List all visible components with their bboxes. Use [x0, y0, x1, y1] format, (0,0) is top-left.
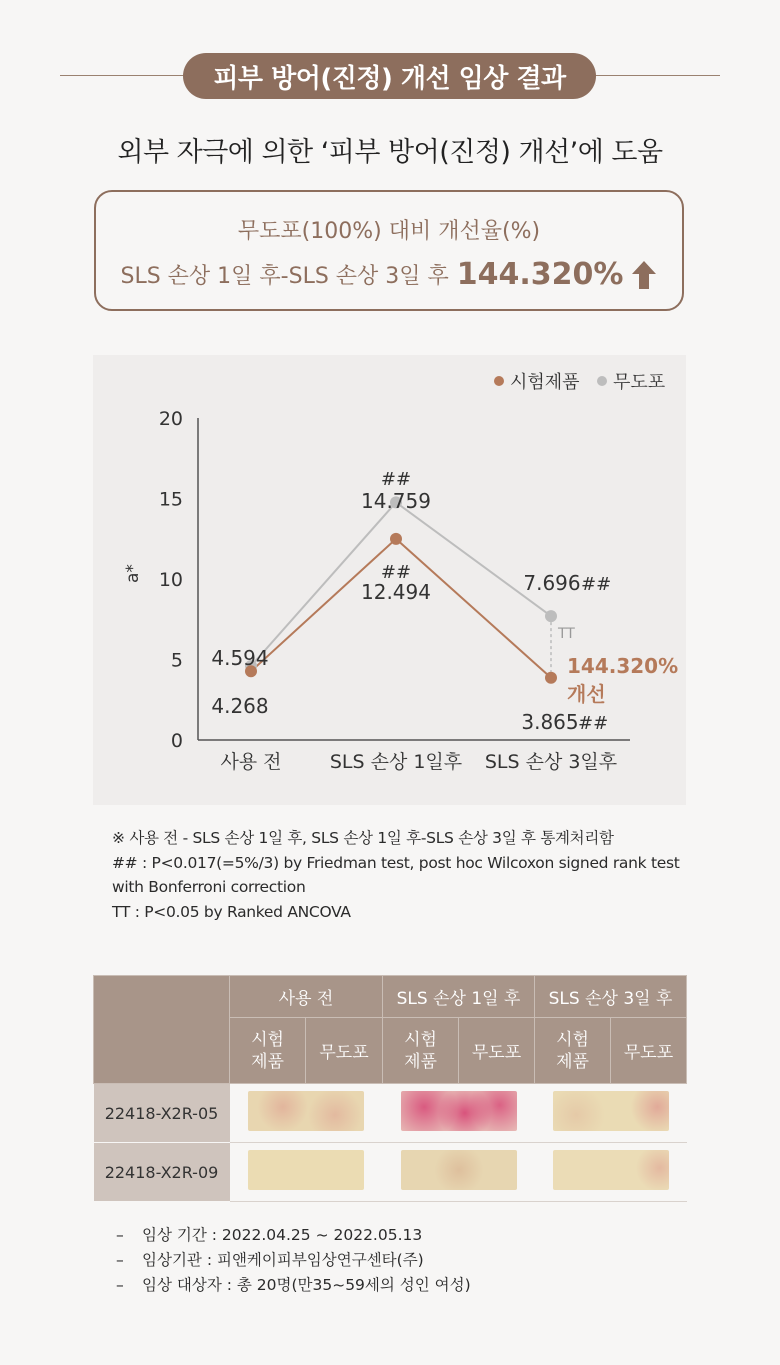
group-header: SLS 손상 1일 후	[383, 976, 535, 1018]
sub-header-ctrl: 무도포	[611, 1018, 687, 1084]
mark-ctrl-1: ##	[380, 469, 412, 490]
sub-header-ctrl: 무도포	[459, 1018, 535, 1084]
note-line: with Bonferroni correction	[112, 878, 306, 896]
study-info-item: – 임상기관 : 피앤케이피부임상연구센타(주)	[112, 1248, 471, 1273]
mark-test-2: ##	[578, 713, 609, 734]
group-header: SLS 손상 3일 후	[535, 976, 687, 1018]
study-info	[112, 1223, 471, 1298]
label-ctrl-2: 7.696	[523, 571, 581, 595]
data-point-test	[545, 672, 557, 684]
label-ctrl-0: 4.594	[211, 646, 269, 670]
skin-patch-image	[248, 1091, 364, 1131]
skin-patch-image	[401, 1091, 517, 1131]
label-test-1: 12.494	[361, 580, 431, 604]
x-tick-label: 사용 전	[220, 751, 282, 773]
legend-label-ctrl: 무도포	[613, 372, 666, 393]
note-line: ## : P<0.017(=5%/3) by Friedman test, post hoc Wilcoxon signed rank test	[112, 853, 680, 872]
improve-value: 144.320%	[567, 654, 679, 678]
table-row	[94, 1143, 687, 1202]
mark-test-1: ##	[380, 562, 412, 583]
up-arrow-icon	[631, 260, 657, 290]
summary-line2: SLS 손상 1일 후-SLS 손상 3일 후	[120, 264, 449, 289]
study-info-item: – 임상 기간 : 2022.04.25 ~ 2022.05.13	[112, 1223, 471, 1248]
label-test-0: 4.268	[211, 694, 269, 718]
sub-header-test: 시험 제품	[230, 1018, 306, 1084]
skin-patch-image	[248, 1150, 364, 1190]
sub-header-ctrl: 무도포	[306, 1018, 383, 1084]
label-ctrl-1: 14.759	[361, 489, 431, 513]
y-tick-label: 10	[158, 569, 183, 591]
table-corner	[94, 976, 230, 1084]
y-tick-label: 5	[170, 649, 183, 672]
summary-box	[94, 190, 684, 311]
skin-patch-image	[553, 1150, 669, 1190]
label-test-2: 3.865	[521, 710, 579, 734]
skin-image-cell	[383, 1143, 535, 1202]
y-tick-label: 15	[158, 488, 183, 511]
skin-patch-image	[553, 1091, 669, 1131]
legend	[494, 372, 665, 393]
subtitle: 외부 자극에 의한 ‘피부 방어(진정) 개선’에 도움	[117, 137, 663, 168]
skin-image-cell	[535, 1084, 687, 1143]
y-tick-label: 0	[170, 730, 183, 752]
note-line: TT : P<0.05 by Ranked ANCOVA	[112, 902, 351, 921]
skin-image-cell	[230, 1084, 383, 1143]
x-tick-label: SLS 손상 3일후	[484, 751, 618, 773]
data-point-test	[390, 533, 402, 545]
row-label: 22418-X2R-05	[94, 1084, 230, 1143]
note-line: ※ 사용 전 - SLS 손상 1일 후, SLS 손상 1일 후-SLS 손상 3일 후 통계처리함	[112, 829, 614, 847]
header-line-left	[60, 75, 185, 76]
sub-header-test: 시험 제품	[383, 1018, 459, 1084]
chart-notes	[112, 826, 680, 924]
study-info-item: – 임상 대상자 : 총 20명(만35~59세의 성인 여성)	[112, 1273, 471, 1298]
improve-word: 개선	[567, 682, 606, 706]
y-axis-label: a*	[123, 564, 143, 583]
page-title: 피부 방어(진정) 개선 임상 결과	[183, 53, 596, 99]
chart-panel	[93, 355, 686, 805]
legend-marker-test	[494, 376, 504, 386]
summary-line1: 무도포(100%) 대비 개선율(%)	[237, 219, 541, 244]
x-tick-label: SLS 손상 1일후	[329, 751, 463, 773]
row-label: 22418-X2R-09	[94, 1143, 230, 1202]
mark-ctrl-2: ##	[581, 574, 612, 595]
skin-image-cell	[535, 1143, 687, 1202]
group-header: 사용 전	[230, 976, 383, 1018]
skin-patch-image	[401, 1150, 517, 1190]
data-point-ctrl	[545, 610, 557, 622]
skin-image-cell	[230, 1143, 383, 1202]
skin-image-cell	[383, 1084, 535, 1143]
summary-line2-row	[96, 257, 682, 292]
table-row	[94, 1084, 687, 1143]
summary-value: 144.320%	[456, 257, 624, 292]
line-chart	[93, 355, 686, 805]
y-tick-label: 20	[158, 408, 183, 430]
sub-header-test: 시험 제품	[535, 1018, 611, 1084]
tt-mark: TT	[558, 626, 575, 642]
result-table	[93, 975, 687, 1202]
header-line-right	[595, 75, 720, 76]
series-line-test	[251, 539, 551, 678]
legend-label-test: 시험제품	[510, 372, 580, 393]
legend-marker-ctrl	[597, 376, 607, 386]
